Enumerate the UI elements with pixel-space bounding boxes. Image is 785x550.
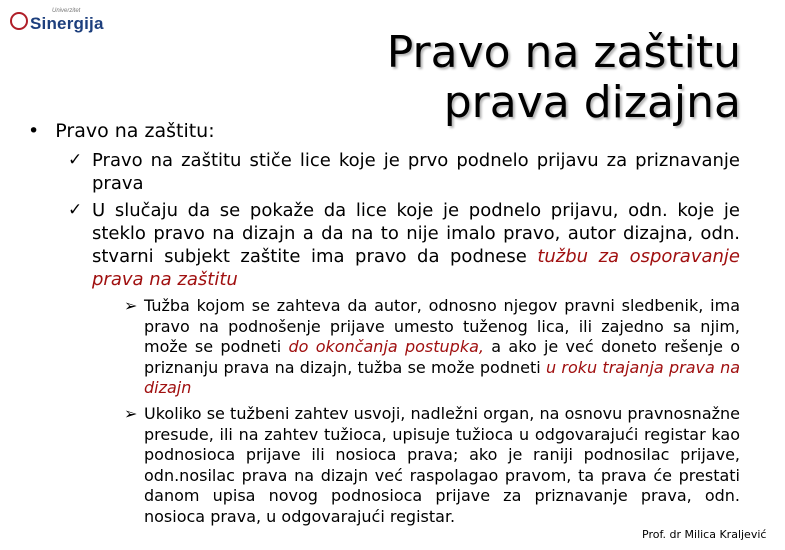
author-footer: Prof. dr Milica Kraljević [642,528,767,541]
point-1 [68,149,740,195]
point-1-text: Pravo na zaštitu stiče lice koje je prvo podnelo prijavu za priznavanje prava [92,150,740,194]
subpoint-2-text: Ukoliko se tužbeni zahtev usvoji, nadležni organ, na osnovu pravnosnažne presude, ili na zahtev tužioca, upisuje tužioca u odgovarajući registar kao podnosioca prijave ili nosioca prava; ako je raniji podnosilac prijave, odn.nosilac prava na dizajn već raspolagao pravom, ta prava će prestati danom upisa novog podnosioca prijave za priznavanje prava, odn. nosioca prava, u odgovarajući registar. [144,404,740,526]
logo-name: Sinergija [30,14,104,33]
point-2-highlight: tužbu za osporavanje prava na zaštitu [92,246,740,290]
subpoint-1 [124,296,741,399]
arrow-bullet-icon: ➢ [124,296,138,315]
slide-title: Pravo na zaštitu prava dizajna [386,27,741,128]
point-2-text: U slučaju da se pokaže da lice koje je podnelo prijavu, odn. koje je steklo pravo na dizajn a da na to nije imalo pravo, autor dizajna, odn. stvarni subjekt zaštite ima pravo da podnese [92,200,740,267]
university-logo [8,6,104,34]
section-heading [28,120,215,142]
point-2 [68,199,740,291]
checkmark-icon: ✓ [68,200,83,220]
subpoint-2 [124,404,740,528]
heading-text: Pravo na zaštitu: [55,120,215,142]
subpoint-1-text-a: Tužba kojom se zahteva da autor, odnosno njegov pravni sledbenik, ima pravo na podnošenje prijave umesto tuženog lica, ili zajedno sa njim, može se podneti [144,296,740,357]
logo-ring-icon [10,12,28,30]
bullet-icon: • [28,120,40,142]
logo-subtitle: Univerzitet [52,8,81,14]
subpoint-1-highlight-b: u roku trajanja prava na dizajn [144,357,741,398]
subpoint-1-text-b: a ako je već doneto rešenje o priznanju prava na dizajn, tužba se može podneti [144,337,740,377]
arrow-bullet-icon: ➢ [124,404,138,423]
subpoint-1-highlight-a: do okončanja postupka, [288,337,484,357]
checkmark-icon: ✓ [68,150,83,170]
